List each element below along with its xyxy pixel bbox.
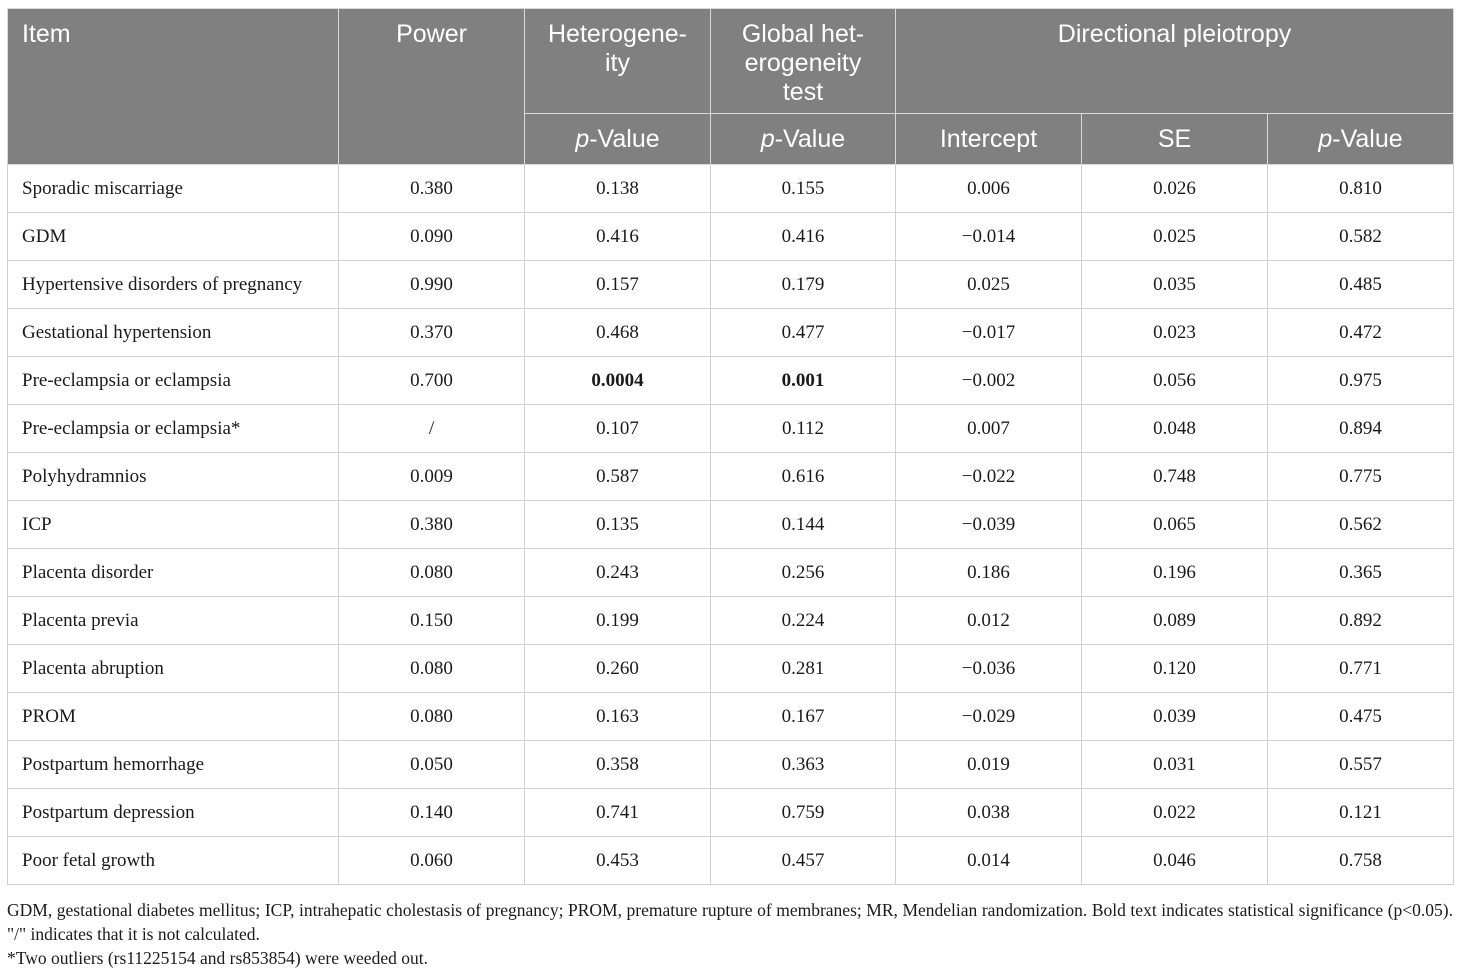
p-italic: p: [760, 125, 775, 153]
header-pleio-p-value: [1268, 114, 1454, 165]
cell-pleio-p: 0.472: [1268, 309, 1454, 357]
cell-intercept: 0.007: [896, 405, 1082, 453]
table-body: [8, 165, 1454, 885]
cell-item: ICP: [8, 501, 339, 549]
cell-intercept: −0.022: [896, 453, 1082, 501]
cell-intercept: −0.002: [896, 357, 1082, 405]
cell-item: Postpartum depression: [8, 789, 339, 837]
cell-power: 0.009: [339, 453, 525, 501]
cell-item: Pre-eclampsia or eclampsia*: [8, 405, 339, 453]
results-table-container: [7, 8, 1453, 885]
cell-global-p: 0.281: [711, 645, 896, 693]
cell-se: 0.046: [1082, 837, 1268, 885]
cell-het-p: 0.453: [525, 837, 711, 885]
cell-item: Polyhydramnios: [8, 453, 339, 501]
cell-power: 0.050: [339, 741, 525, 789]
cell-het-p: 0.138: [525, 165, 711, 213]
cell-het-p: 0.199: [525, 597, 711, 645]
footnote-abbreviations: GDM, gestational diabetes mellitus; ICP, intrahepatic cholestasis of pregnancy; PROM, premature rupture of membranes; MR, Mendelian randomization. Bold text indicates statistical significance (p<0.05). "/" indicates that it is not calculated.: [7, 900, 1453, 944]
cell-item: Poor fetal growth: [8, 837, 339, 885]
cell-se: 0.031: [1082, 741, 1268, 789]
cell-se: 0.035: [1082, 261, 1268, 309]
header-directional-pleiotropy: Directional pleiotropy: [896, 9, 1454, 114]
table-row: [8, 309, 1454, 357]
table-row: [8, 693, 1454, 741]
cell-item: Placenta disorder: [8, 549, 339, 597]
p-value-suffix: -Value: [589, 125, 660, 153]
cell-pleio-p: 0.892: [1268, 597, 1454, 645]
table-row: [8, 261, 1454, 309]
results-table: [7, 8, 1454, 885]
cell-power: 0.080: [339, 693, 525, 741]
cell-pleio-p: 0.365: [1268, 549, 1454, 597]
table-row: [8, 741, 1454, 789]
cell-pleio-p: 0.894: [1268, 405, 1454, 453]
cell-pleio-p: 0.582: [1268, 213, 1454, 261]
cell-item: GDM: [8, 213, 339, 261]
cell-pleio-p: 0.475: [1268, 693, 1454, 741]
cell-global-p: 0.155: [711, 165, 896, 213]
cell-pleio-p: 0.775: [1268, 453, 1454, 501]
cell-pleio-p: 0.810: [1268, 165, 1454, 213]
cell-pleio-p: 0.758: [1268, 837, 1454, 885]
table-row: [8, 165, 1454, 213]
p-value-suffix: -Value: [774, 125, 846, 153]
p-italic: p: [1318, 125, 1333, 153]
table-row: [8, 597, 1454, 645]
cell-se: 0.025: [1082, 213, 1268, 261]
cell-global-p: 0.179: [711, 261, 896, 309]
cell-power: 0.150: [339, 597, 525, 645]
cell-item: Pre-eclampsia or eclampsia: [8, 357, 339, 405]
table-row: [8, 453, 1454, 501]
header-power: Power: [339, 9, 525, 165]
table-footnotes: [7, 898, 1453, 970]
p-italic: p: [575, 125, 590, 153]
cell-het-p-significant: 0.0004: [525, 357, 711, 405]
cell-item: Sporadic miscarriage: [8, 165, 339, 213]
cell-het-p: 0.587: [525, 453, 711, 501]
cell-power: 0.080: [339, 645, 525, 693]
table-row: [8, 549, 1454, 597]
cell-global-p: 0.363: [711, 741, 896, 789]
cell-power: /: [339, 405, 525, 453]
cell-het-p: 0.157: [525, 261, 711, 309]
cell-global-p: 0.224: [711, 597, 896, 645]
header-intercept: Intercept: [896, 114, 1082, 165]
table-row: [8, 837, 1454, 885]
cell-intercept: 0.019: [896, 741, 1082, 789]
table-row: [8, 645, 1454, 693]
table-row: [8, 357, 1454, 405]
cell-power: 0.060: [339, 837, 525, 885]
cell-item: PROM: [8, 693, 339, 741]
cell-intercept: 0.038: [896, 789, 1082, 837]
p-value-suffix: -Value: [1332, 125, 1403, 153]
cell-intercept: 0.014: [896, 837, 1082, 885]
cell-global-p: 0.416: [711, 213, 896, 261]
cell-se: 0.023: [1082, 309, 1268, 357]
cell-power: 0.140: [339, 789, 525, 837]
header-global-p-value: [711, 114, 896, 165]
cell-het-p: 0.468: [525, 309, 711, 357]
cell-se: 0.039: [1082, 693, 1268, 741]
cell-het-p: 0.163: [525, 693, 711, 741]
cell-intercept: 0.186: [896, 549, 1082, 597]
cell-het-p: 0.741: [525, 789, 711, 837]
cell-se: 0.748: [1082, 453, 1268, 501]
cell-intercept: −0.039: [896, 501, 1082, 549]
cell-power: 0.380: [339, 501, 525, 549]
header-het-p-value: [525, 114, 711, 165]
header-heterogeneity: Heterogene-ity: [525, 9, 711, 114]
cell-item: Placenta abruption: [8, 645, 339, 693]
cell-pleio-p: 0.771: [1268, 645, 1454, 693]
cell-power: 0.990: [339, 261, 525, 309]
cell-se: 0.120: [1082, 645, 1268, 693]
table-row: [8, 501, 1454, 549]
cell-power: 0.090: [339, 213, 525, 261]
cell-global-p: 0.256: [711, 549, 896, 597]
cell-power: 0.080: [339, 549, 525, 597]
cell-se: 0.065: [1082, 501, 1268, 549]
cell-item: Postpartum hemorrhage: [8, 741, 339, 789]
cell-pleio-p: 0.121: [1268, 789, 1454, 837]
cell-het-p: 0.358: [525, 741, 711, 789]
header-se: SE: [1082, 114, 1268, 165]
header-global-heterogeneity: Global het-erogeneity test: [711, 9, 896, 114]
cell-global-p: 0.167: [711, 693, 896, 741]
cell-item: Placenta previa: [8, 597, 339, 645]
cell-het-p: 0.260: [525, 645, 711, 693]
cell-item: Gestational hypertension: [8, 309, 339, 357]
cell-global-p: 0.457: [711, 837, 896, 885]
table-header: [8, 9, 1454, 165]
cell-se: 0.048: [1082, 405, 1268, 453]
cell-se: 0.056: [1082, 357, 1268, 405]
cell-global-p: 0.616: [711, 453, 896, 501]
cell-se: 0.022: [1082, 789, 1268, 837]
cell-pleio-p: 0.975: [1268, 357, 1454, 405]
table-row: [8, 405, 1454, 453]
cell-intercept: −0.036: [896, 645, 1082, 693]
cell-global-p: 0.759: [711, 789, 896, 837]
cell-se: 0.026: [1082, 165, 1268, 213]
cell-intercept: 0.025: [896, 261, 1082, 309]
cell-het-p: 0.243: [525, 549, 711, 597]
cell-global-p: 0.144: [711, 501, 896, 549]
cell-power: 0.700: [339, 357, 525, 405]
cell-se: 0.089: [1082, 597, 1268, 645]
cell-global-p-significant: 0.001: [711, 357, 896, 405]
cell-het-p: 0.107: [525, 405, 711, 453]
cell-het-p: 0.416: [525, 213, 711, 261]
cell-power: 0.380: [339, 165, 525, 213]
cell-intercept: −0.029: [896, 693, 1082, 741]
table-row: [8, 789, 1454, 837]
cell-global-p: 0.112: [711, 405, 896, 453]
cell-pleio-p: 0.562: [1268, 501, 1454, 549]
cell-pleio-p: 0.557: [1268, 741, 1454, 789]
footnote-outliers: *Two outliers (rs11225154 and rs853854) were weeded out.: [7, 948, 428, 968]
cell-intercept: −0.014: [896, 213, 1082, 261]
cell-intercept: 0.012: [896, 597, 1082, 645]
cell-item: Hypertensive disorders of pregnancy: [8, 261, 339, 309]
cell-het-p: 0.135: [525, 501, 711, 549]
cell-power: 0.370: [339, 309, 525, 357]
table-row: [8, 213, 1454, 261]
cell-intercept: −0.017: [896, 309, 1082, 357]
cell-intercept: 0.006: [896, 165, 1082, 213]
header-item: Item: [8, 9, 339, 165]
cell-global-p: 0.477: [711, 309, 896, 357]
cell-pleio-p: 0.485: [1268, 261, 1454, 309]
cell-se: 0.196: [1082, 549, 1268, 597]
